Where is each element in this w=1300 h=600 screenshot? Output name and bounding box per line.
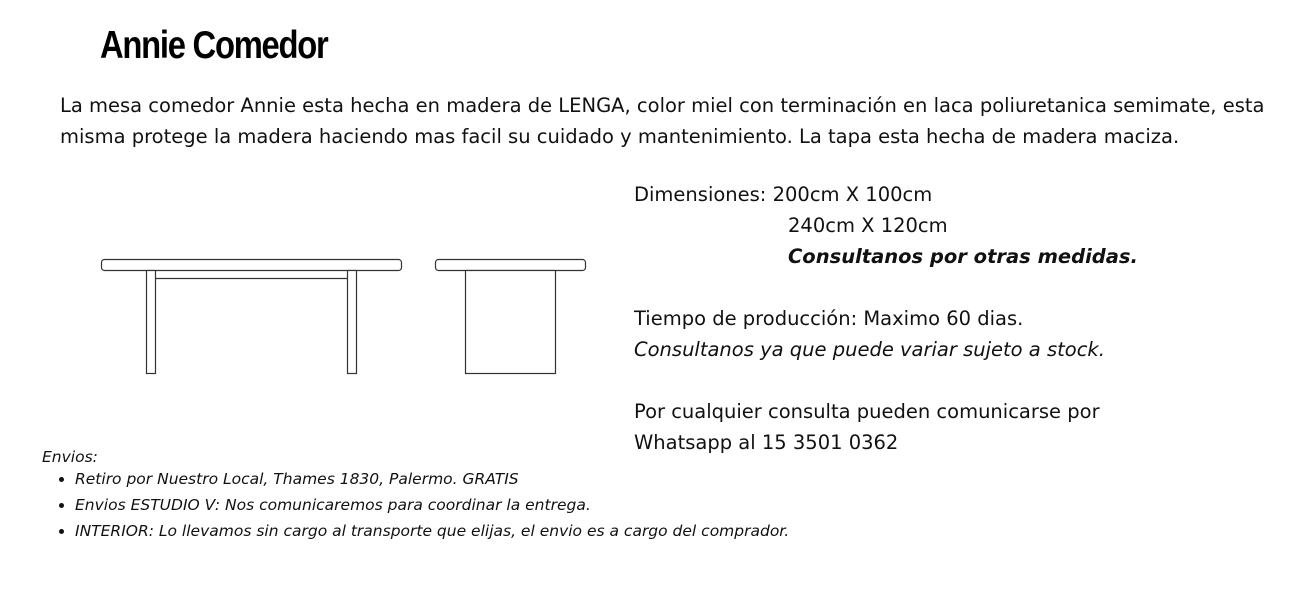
- dimension-option-2: 240cm X 120cm: [788, 214, 948, 237]
- spacer: [634, 365, 1274, 396]
- table-drawing-icon: [95, 250, 595, 380]
- table-side-view: [436, 260, 586, 374]
- table-front-view: [102, 260, 402, 374]
- table-front-top: [102, 260, 402, 271]
- spacer: [634, 272, 1274, 303]
- shipping-label: Envios:: [42, 448, 98, 466]
- shipping-item-estudio: • Envios ESTUDIO V: Nos comunicaremos para coordinar la entrega.: [75, 492, 789, 518]
- table-side-base: [466, 271, 556, 374]
- dimensions-label: Dimensiones:: [634, 183, 767, 206]
- dimensions-note: Consultanos por otras medidas.: [788, 245, 1138, 268]
- dimension-option-1: 200cm X 100cm: [772, 183, 933, 206]
- shipping-list: [42, 466, 789, 544]
- specs-panel: [634, 179, 1274, 458]
- production-time: Tiempo de producción: Maximo 60 dias.: [634, 307, 1024, 330]
- shipping-item-interior: • INTERIOR: Lo llevamos sin cargo al transporte que elijas, el envio es a cargo del comprador.: [75, 518, 789, 544]
- product-description: La mesa comedor Annie esta hecha en madera de LENGA, color miel con terminación en laca poliuretanica semimate, esta misma protege la madera haciendo mas facil su cuidado y mantenimiento. La tapa esta hecha de madera maciza.: [60, 94, 1265, 148]
- production-note: Consultanos ya que puede variar sujeto a stock.: [634, 338, 1105, 361]
- table-front-leg-right: [348, 271, 357, 374]
- shipping-item-pickup: • Retiro por Nuestro Local, Thames 1830, Palermo. GRATIS: [75, 466, 789, 492]
- table-side-top: [436, 260, 586, 271]
- table-front-leg-left: [147, 271, 156, 374]
- shipping-section: [42, 444, 789, 544]
- contact-line-2: Whatsapp al 15 3501 0362: [634, 431, 899, 454]
- dimensions-row: [634, 179, 1274, 210]
- contact-line-1: Por cualquier consulta pueden comunicarse por: [634, 400, 1100, 423]
- product-title: Annie Comedor: [100, 24, 328, 67]
